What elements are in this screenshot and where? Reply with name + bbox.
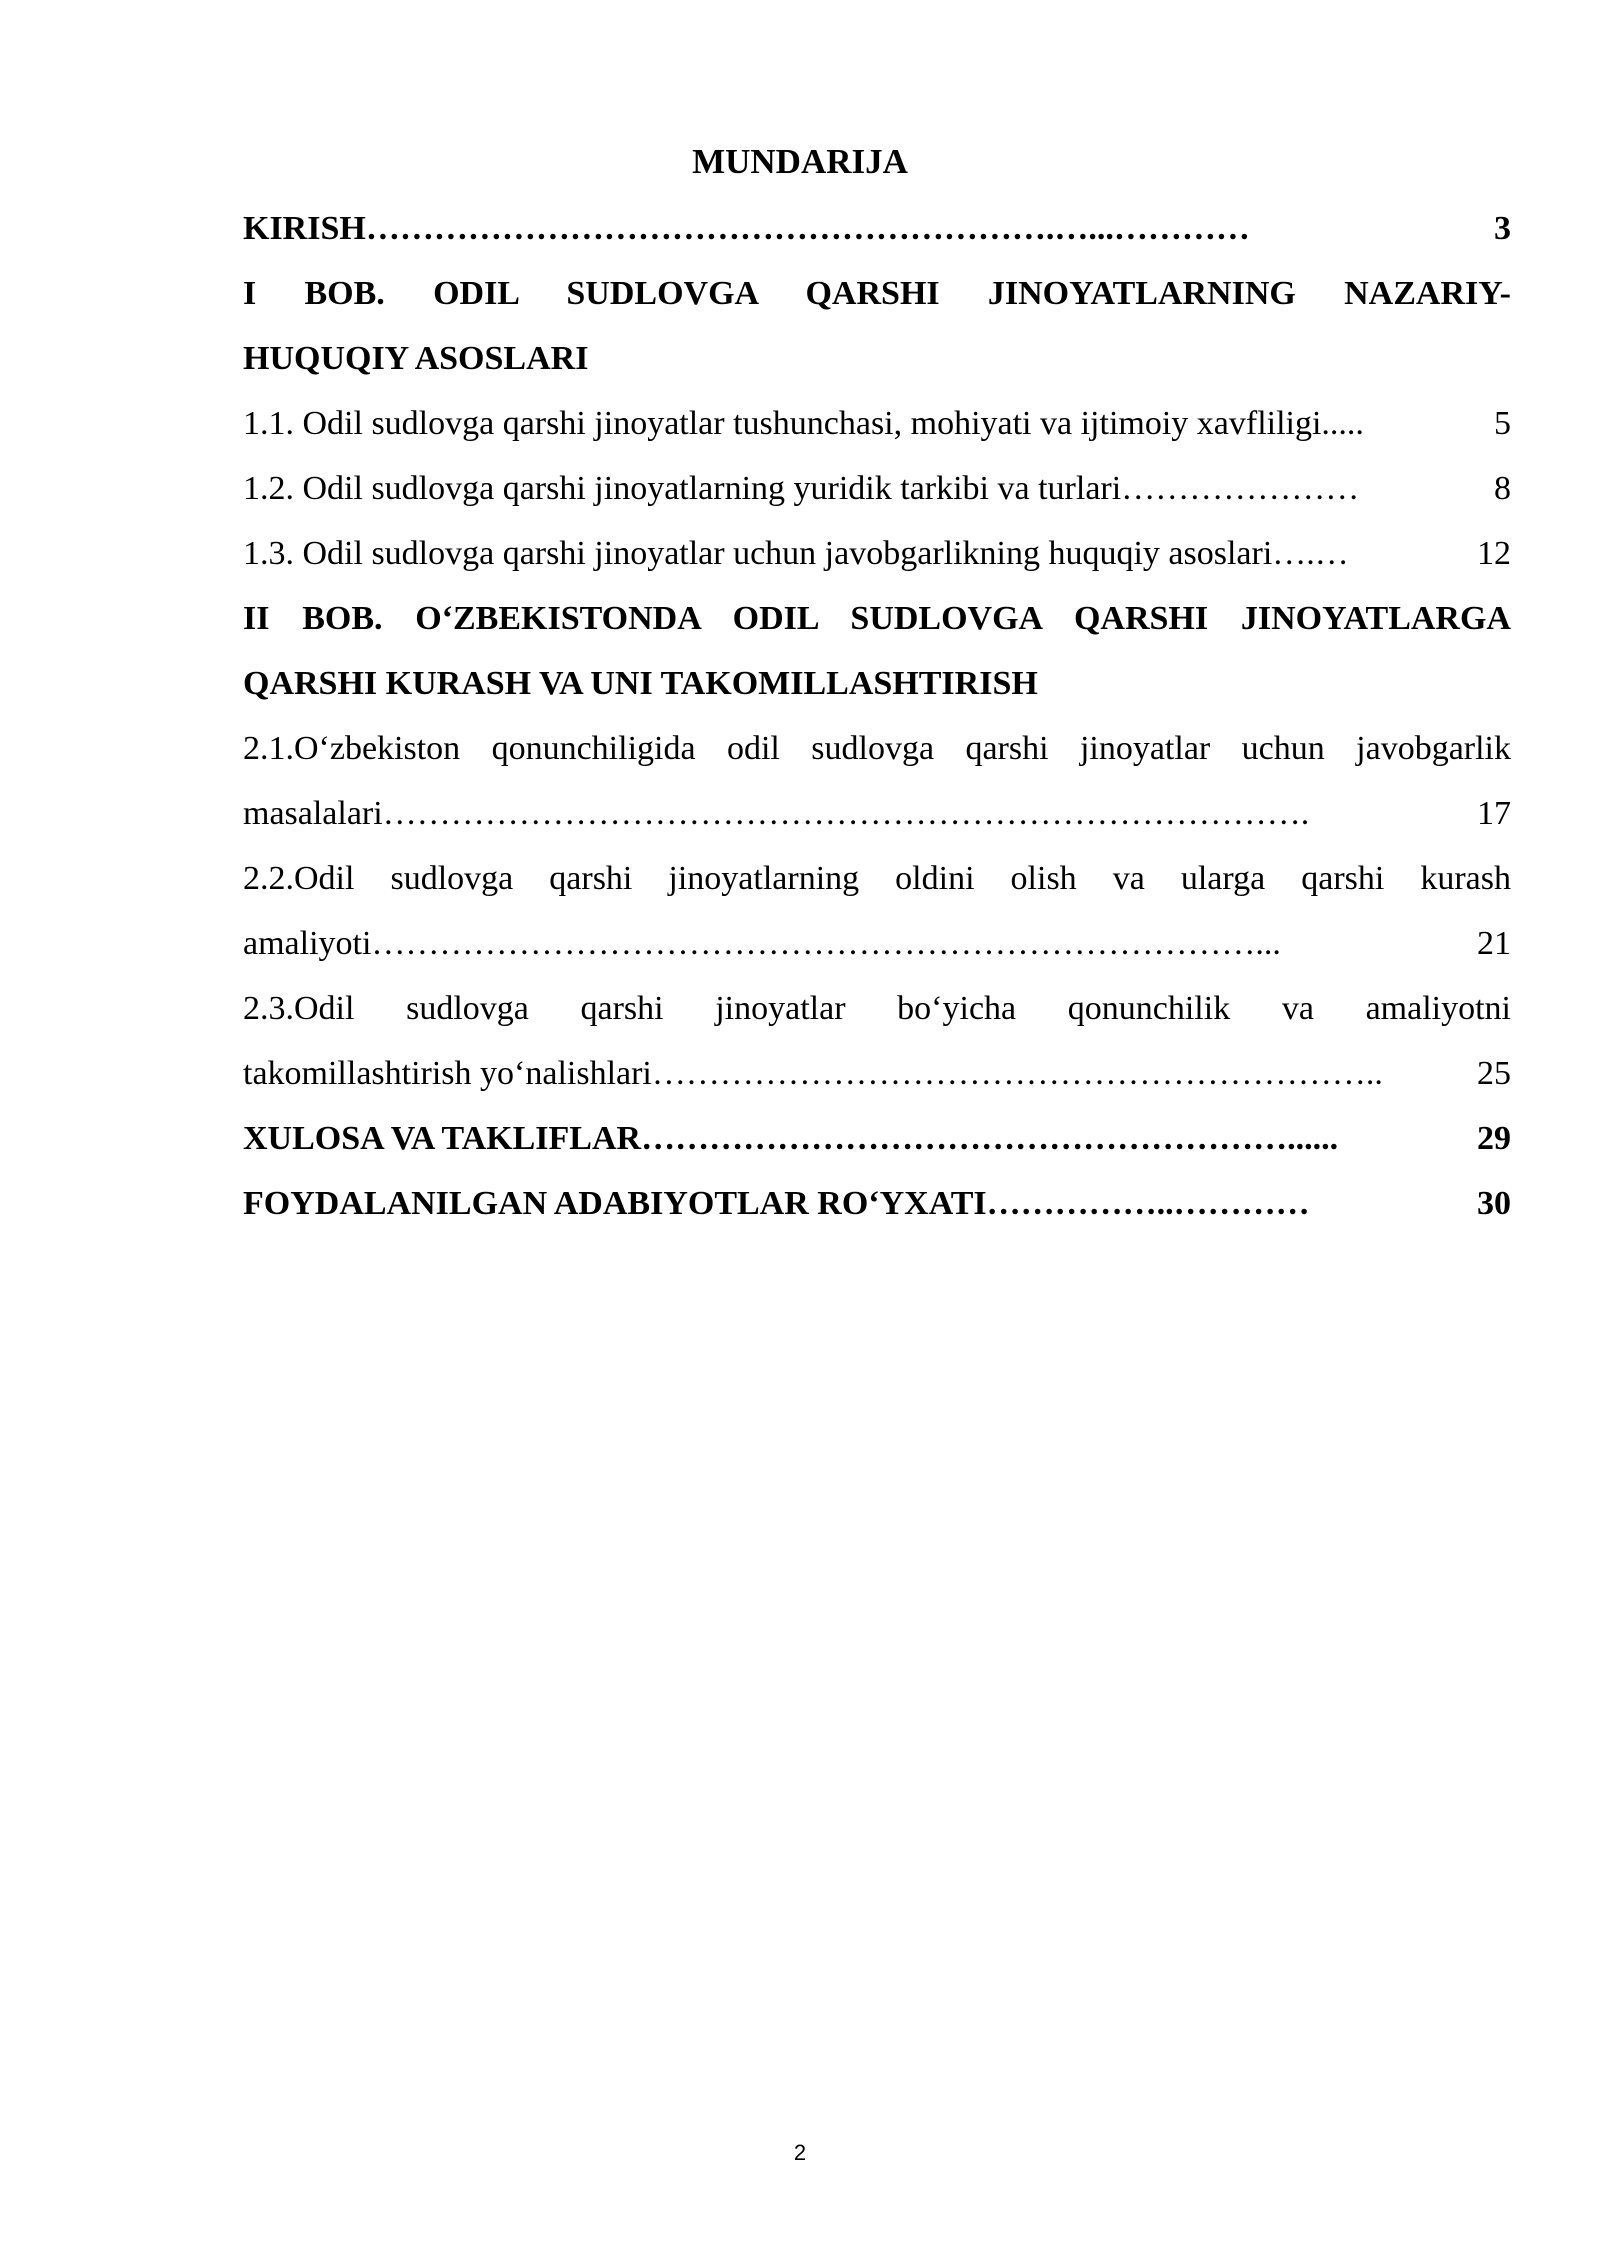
toc-entry-leader: ……………………………………………………….. <box>651 1055 1383 1092</box>
toc-entry-xulosa <box>243 1113 1511 1165</box>
toc-entry-2-3-line-1: 2.3.Odil sudlovga qarshi jinoyatlar bo‘yicha qonunchilik va amaliyotni <box>243 990 1511 1027</box>
toc-entry-1-1 <box>243 398 1511 450</box>
toc-entry-1-2 <box>243 463 1511 515</box>
toc-entry-leader: ………………………………………………………………………. <box>382 795 1310 832</box>
toc-entry-page: 21 <box>1477 925 1511 962</box>
toc-entry-leader: …………………………………………………...... <box>641 1120 1339 1157</box>
page-title: MUNDARIJA <box>692 142 908 181</box>
toc-entry-2-1-line-1: 2.1.O‘zbekiston qonunchiligida odil sudlovga qarshi jinoyatlar uchun javobgarlik <box>243 730 1511 767</box>
toc-entry-title: amaliyoti <box>243 925 372 962</box>
toc-entry-page: 25 <box>1477 1055 1511 1092</box>
toc-entry-title: 1.1. Odil sudlovga qarshi jinoyatlar tushunchasi, mohiyati va ijtimoiy xavfliligi <box>243 405 1322 442</box>
toc-entry-page: 30 <box>1477 1185 1511 1222</box>
toc-chapter-1-line-1: I BOB. ODIL SUDLOVGA QARSHI JINOYATLARNING NAZARIY- <box>243 275 1511 312</box>
toc-entry-2-2-line-2 <box>243 918 1511 970</box>
toc-entry-page: 8 <box>1494 470 1511 507</box>
toc-entry-leader: ….… <box>1272 535 1349 572</box>
toc-entry-kirish <box>243 203 1511 255</box>
toc-entry-leader: ………………… <box>1121 470 1360 507</box>
toc-entry-title: masalalari <box>243 795 383 832</box>
toc-entry-title: takomillashtirish yo‘nalishlari <box>243 1055 652 1092</box>
toc-entry-title: FOYDALANILGAN ADABIYOTLAR RO‘YXATI <box>243 1185 987 1222</box>
toc-chapter-2-line-1: II BOB. O‘ZBEKISTONDA ODIL SUDLOVGA QARSHI JINOYATLARGA <box>243 600 1511 637</box>
toc-entry-2-3-line-2 <box>243 1048 1511 1100</box>
toc-entry-references <box>243 1178 1511 1230</box>
toc-entry-2-1-line-2 <box>243 788 1511 840</box>
toc-entry-2-2-line-1: 2.2.Odil sudlovga qarshi jinoyatlarning oldini olish va ularga qarshi kurash <box>243 860 1511 897</box>
toc-entry-page: 5 <box>1494 405 1511 442</box>
toc-entry-page: 12 <box>1477 535 1511 572</box>
toc-entry-leader: ……………………………………………………………………... <box>371 925 1281 962</box>
toc-entry-leader: …………………………………………………….…...………… <box>365 210 1250 247</box>
page-number: 2 <box>793 2140 807 2165</box>
toc-entry-title: 1.3. Odil sudlovga qarshi jinoyatlar uchun javobgarlikning huquqiy asoslari <box>243 535 1273 572</box>
toc-entry-page: 17 <box>1477 795 1511 832</box>
toc-entry-page: 29 <box>1477 1120 1511 1157</box>
toc-chapter-1-line-2: HUQUQIY ASOSLARI <box>243 340 589 377</box>
toc-entry-title: 1.2. Odil sudlovga qarshi jinoyatlarning yuridik tarkibi va turlari <box>243 470 1122 507</box>
toc-entry-title: XULOSA VA TAKLIFLAR <box>243 1120 642 1157</box>
toc-entry-leader: ……………..………… <box>986 1185 1310 1222</box>
toc-entry-leader: ..... <box>1321 405 1364 442</box>
toc-entry-page: 3 <box>1494 210 1511 247</box>
toc-chapter-2-line-2: QARSHI KURASH VA UNI TAKOMILLASHTIRISH <box>243 665 1038 702</box>
toc-entry-1-3 <box>243 528 1511 580</box>
toc-entry-title: KIRISH <box>243 210 366 247</box>
